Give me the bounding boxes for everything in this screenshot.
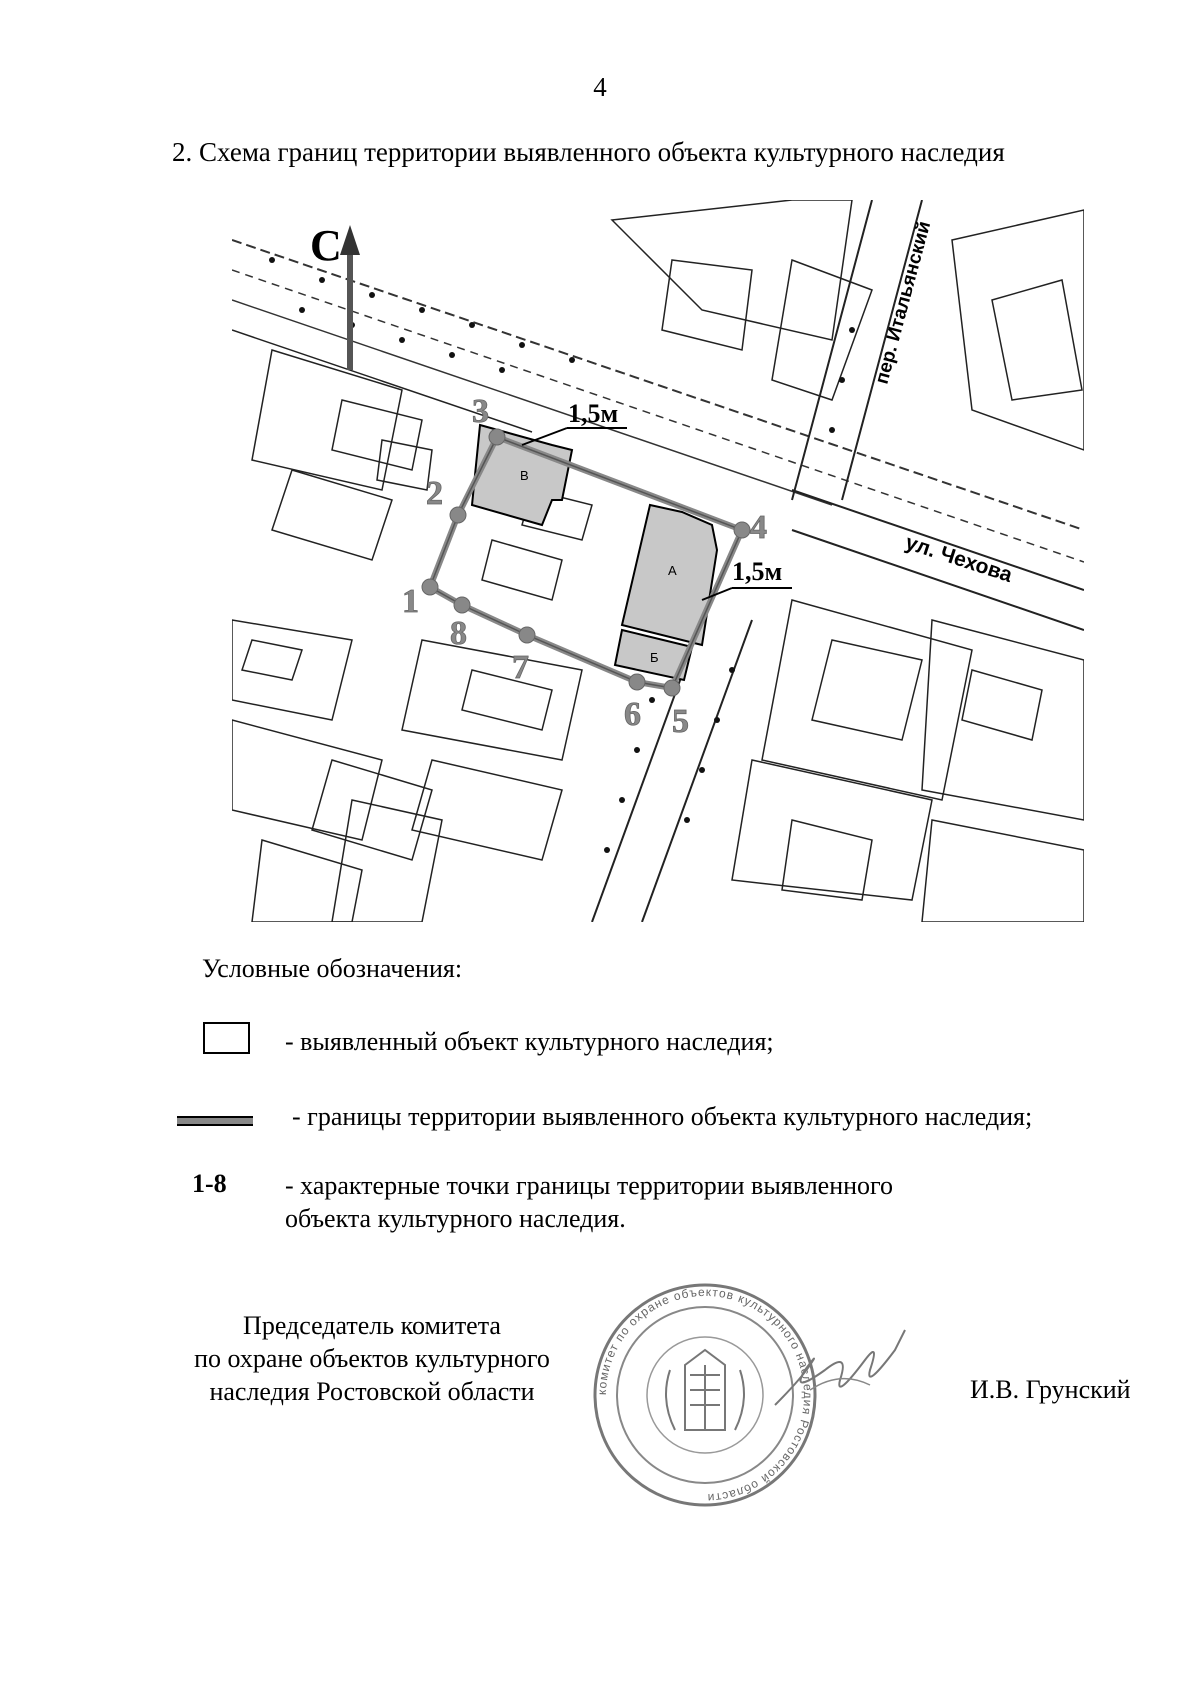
svg-text:комитет по охране объектов кул: комитет по охране объектов культурного наследия Ростовской области [594,1284,816,1506]
boundary-point-4 [734,522,750,538]
signer-title-line-2: по охране объектов культурного [194,1344,550,1373]
point-label-5: 5 [672,703,689,740]
signer-name: И.В. Грунский [970,1375,1131,1404]
distance-label-right: 1,5м [732,557,783,586]
boundary-point-3 [489,429,505,445]
signature [770,1310,910,1420]
street-label-italyansky: пер. Итальянский [871,219,936,387]
distance-label-top: 1,5м [568,399,619,428]
legend-points-symbol: 1-8 [192,1169,227,1198]
page-number: 4 [593,72,607,102]
point-label-7: 7 [512,649,529,686]
point-label-2: 2 [426,475,443,512]
point-label-6: 6 [624,696,641,733]
boundary-point-7 [519,627,535,643]
boundary-point-5 [664,680,680,696]
legend-item-points: - характерные точки границы территории выявленного объекта культурного наследия. [285,1171,894,1233]
boundary-point-1 [422,579,438,595]
building-label-a: А [668,563,677,578]
boundary-point-8 [454,597,470,613]
signer-title-line-3: наследия Ростовской области [209,1377,535,1406]
legend-item-boundary: - границы территории выявленного объекта культурного наследия; [292,1102,1033,1131]
building-label-v: В [520,468,529,483]
signer-title-line-1: Председатель комитета [243,1311,501,1340]
boundary-point-6 [629,674,645,690]
signer-title [172,1309,572,1408]
north-label: С [310,221,342,270]
point-label-1: 1 [402,583,419,620]
territory-map [232,200,1084,922]
building-label-b: Б [650,650,659,665]
legend-title: Условные обозначения: [202,954,463,983]
legend-item-object: - выявленный объект культурного наследия; [285,1027,774,1056]
point-label-3: 3 [472,393,489,430]
point-label-8: 8 [450,615,467,652]
boundary-point-2 [450,507,466,523]
legend-boundary-symbol [177,1116,253,1126]
legend-object-symbol [203,1022,250,1054]
point-label-4: 4 [750,509,767,546]
section-title: 2. Схема границ территории выявленного объекта культурного наследия [172,137,1005,167]
street-label-chekhova: ул. Чехова [902,530,1016,588]
